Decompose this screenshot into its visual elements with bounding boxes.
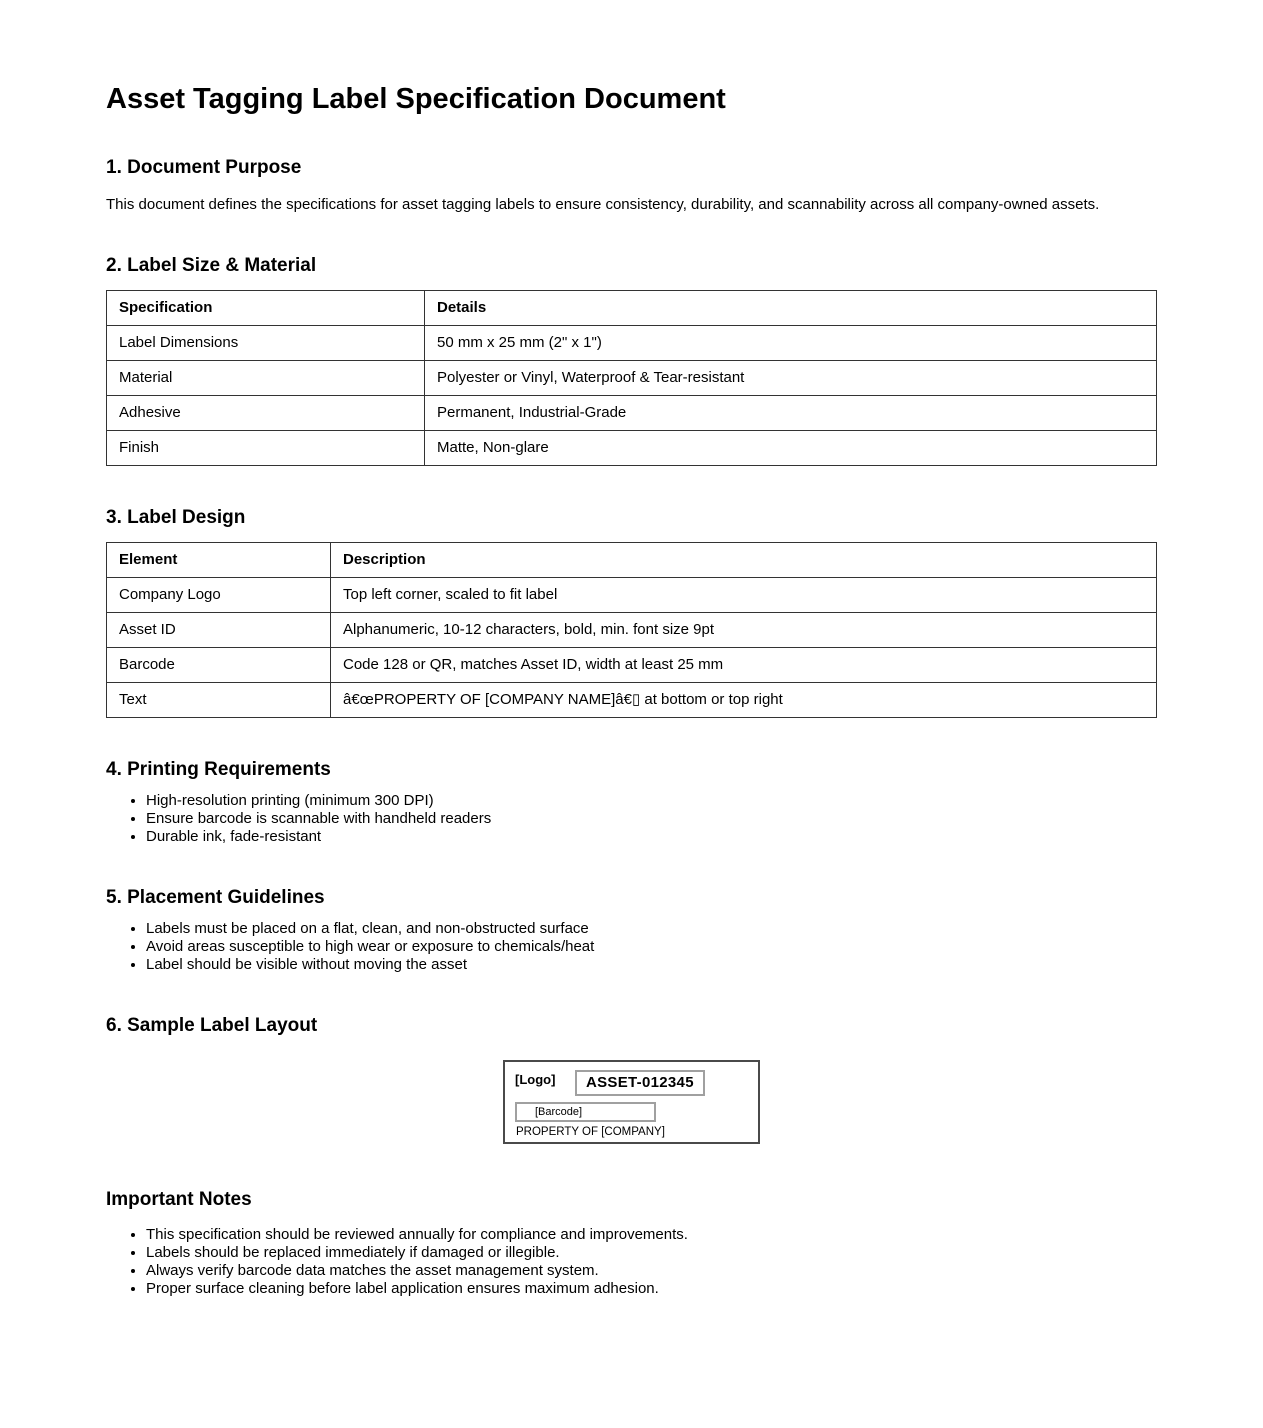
section-heading-label-design: 3. Label Design: [106, 507, 246, 528]
list-item: • Ensure barcode is scannable with handheld readers: [146, 810, 1157, 828]
table-row: [107, 648, 1157, 683]
table-cell: Alphanumeric, 10-12 characters, bold, min. font size 9pt: [331, 613, 1157, 648]
table-cell: Barcode: [107, 648, 331, 683]
size-material-table: [106, 290, 1157, 466]
property-of-text: PROPERTY OF [COMPANY]: [516, 1126, 665, 1138]
document-title: Asset Tagging Label Specification Document: [106, 83, 726, 115]
header-cell-details: Details: [425, 291, 1157, 326]
logo-placeholder: [Logo]: [515, 1072, 556, 1087]
list-item: • This specification should be reviewed annually for compliance and improvements.: [146, 1226, 1157, 1244]
list-item: • Proper surface cleaning before label application ensures maximum adhesion.: [146, 1280, 1157, 1298]
list-item: • Durable ink, fade-resistant: [146, 828, 1157, 846]
table-cell: Polyester or Vinyl, Waterproof & Tear-resistant: [425, 361, 1157, 396]
table-cell: Code 128 or QR, matches Asset ID, width at least 25 mm: [331, 648, 1157, 683]
header-cell-element: Element: [107, 543, 331, 578]
header-cell-description: Description: [331, 543, 1157, 578]
table-row: [107, 578, 1157, 613]
label-design-table: [106, 542, 1157, 718]
list-item: • Label should be visible without moving the asset: [146, 956, 1157, 974]
table-cell: Label Dimensions: [107, 326, 425, 361]
important-notes-list: [106, 1226, 1157, 1298]
table-cell: Matte, Non-glare: [425, 431, 1157, 466]
sample-label: [503, 1060, 760, 1144]
table-cell: Company Logo: [107, 578, 331, 613]
table-header-row: [107, 291, 1157, 326]
section-heading-purpose: 1. Document Purpose: [106, 157, 302, 178]
table-row: [107, 683, 1157, 718]
list-item: • Labels must be placed on a flat, clean, and non-obstructed surface: [146, 920, 1157, 938]
table-row: [107, 396, 1157, 431]
table-row: [107, 326, 1157, 361]
list-item: • Labels should be replaced immediately if damaged or illegible.: [146, 1244, 1157, 1262]
purpose-paragraph: This document defines the specifications for asset tagging labels to ensure consistency, durability, and scannability across all company-owned assets.: [106, 196, 1100, 213]
section-heading-printing: 4. Printing Requirements: [106, 759, 331, 780]
section-heading-important-notes: Important Notes: [106, 1189, 252, 1210]
section-heading-size-material: 2. Label Size & Material: [106, 255, 317, 276]
table-cell: Asset ID: [107, 613, 331, 648]
asset-id-box: ASSET-012345: [575, 1070, 705, 1096]
table-cell: Top left corner, scaled to fit label: [331, 578, 1157, 613]
list-item: • Avoid areas susceptible to high wear or exposure to chemicals/heat: [146, 938, 1157, 956]
printing-requirements-list: [106, 792, 1157, 846]
section-heading-sample-layout: 6. Sample Label Layout: [106, 1015, 318, 1036]
list-item: • Always verify barcode data matches the asset management system.: [146, 1262, 1157, 1280]
table-row: [107, 613, 1157, 648]
barcode-placeholder-box: [Barcode]: [515, 1102, 656, 1122]
placement-guidelines-list: [106, 920, 1157, 974]
table-cell: â€œPROPERTY OF [COMPANY NAME]â€▯ at bottom or top right: [331, 683, 1157, 718]
table-row: [107, 361, 1157, 396]
section-heading-placement: 5. Placement Guidelines: [106, 887, 325, 908]
table-cell: Finish: [107, 431, 425, 466]
table-cell: Material: [107, 361, 425, 396]
table-header-row: [107, 543, 1157, 578]
list-item: • High-resolution printing (minimum 300 DPI): [146, 792, 1157, 810]
table-cell: Permanent, Industrial-Grade: [425, 396, 1157, 431]
table-row: [107, 431, 1157, 466]
table-cell: 50 mm x 25 mm (2" x 1"): [425, 326, 1157, 361]
table-cell: Text: [107, 683, 331, 718]
header-cell-specification: Specification: [107, 291, 425, 326]
table-cell: Adhesive: [107, 396, 425, 431]
